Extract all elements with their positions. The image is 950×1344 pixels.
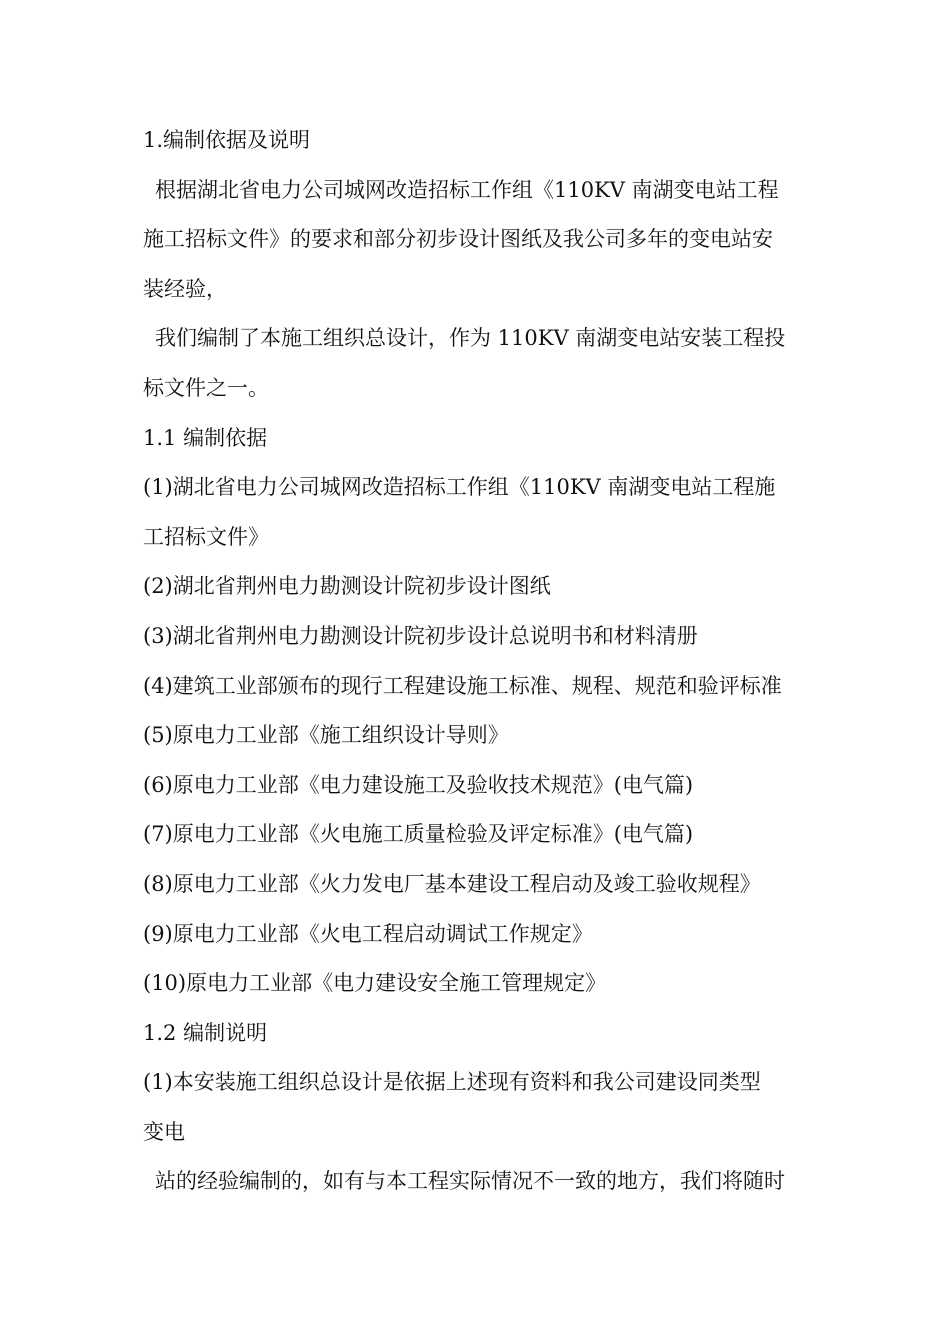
paragraph-line: 我们编制了本施工组织总设计，作为 110KV 南湖变电站安装工程投 (155, 326, 786, 351)
document-body (143, 116, 808, 1207)
list-item: (3)湖北省荆州电力勘测设计院初步设计总说明书和材料清册 (143, 623, 698, 648)
list-item: (4)建筑工业部颁布的现行工程建设施工标准、规程、规范和验评标准 (143, 673, 782, 698)
list-item: (1)本安装施工组织总设计是依据上述现有资料和我公司建设同类型 (143, 1070, 761, 1095)
list-item: (2)湖北省荆州电力勘测设计院初步设计图纸 (143, 574, 551, 599)
list-item: (9)原电力工业部《火电工程启动调试工作规定》 (143, 921, 593, 946)
paragraph-line: 装经验， (143, 276, 227, 301)
section-heading-1-1: 1.1 编制依据 (143, 425, 268, 450)
list-item: (10)原电力工业部《电力建设安全施工管理规定》 (143, 971, 607, 996)
paragraph-line: 站的经验编制的，如有与本工程实际情况不一致的地方，我们将随时 (155, 1169, 785, 1194)
paragraph-line: 标文件之一。 (143, 375, 269, 400)
list-item: (8)原电力工业部《火力发电厂基本建设工程启动及竣工验收规程》 (143, 871, 761, 896)
paragraph-line: 根据湖北省电力公司城网改造招标工作组《110KV 南湖变电站工程 (155, 177, 779, 202)
section-heading-1: 1.编制依据及说明 (143, 128, 311, 152)
list-item-continuation: 工招标文件》 (143, 524, 269, 549)
list-item: (5)原电力工业部《施工组织设计导则》 (143, 723, 509, 748)
list-item: (7)原电力工业部《火电施工质量检验及评定标准》(电气篇) (143, 822, 694, 847)
list-item: (1)湖北省电力公司城网改造招标工作组《110KV 南湖变电站工程施 (143, 475, 776, 500)
list-item-continuation: 变电 (143, 1119, 185, 1144)
section-heading-1-2: 1.2 编制说明 (143, 1020, 268, 1045)
list-item: (6)原电力工业部《电力建设施工及验收技术规范》(电气篇) (143, 772, 694, 797)
paragraph-line: 施工招标文件》的要求和部分初步设计图纸及我公司多年的变电站安 (143, 227, 773, 252)
